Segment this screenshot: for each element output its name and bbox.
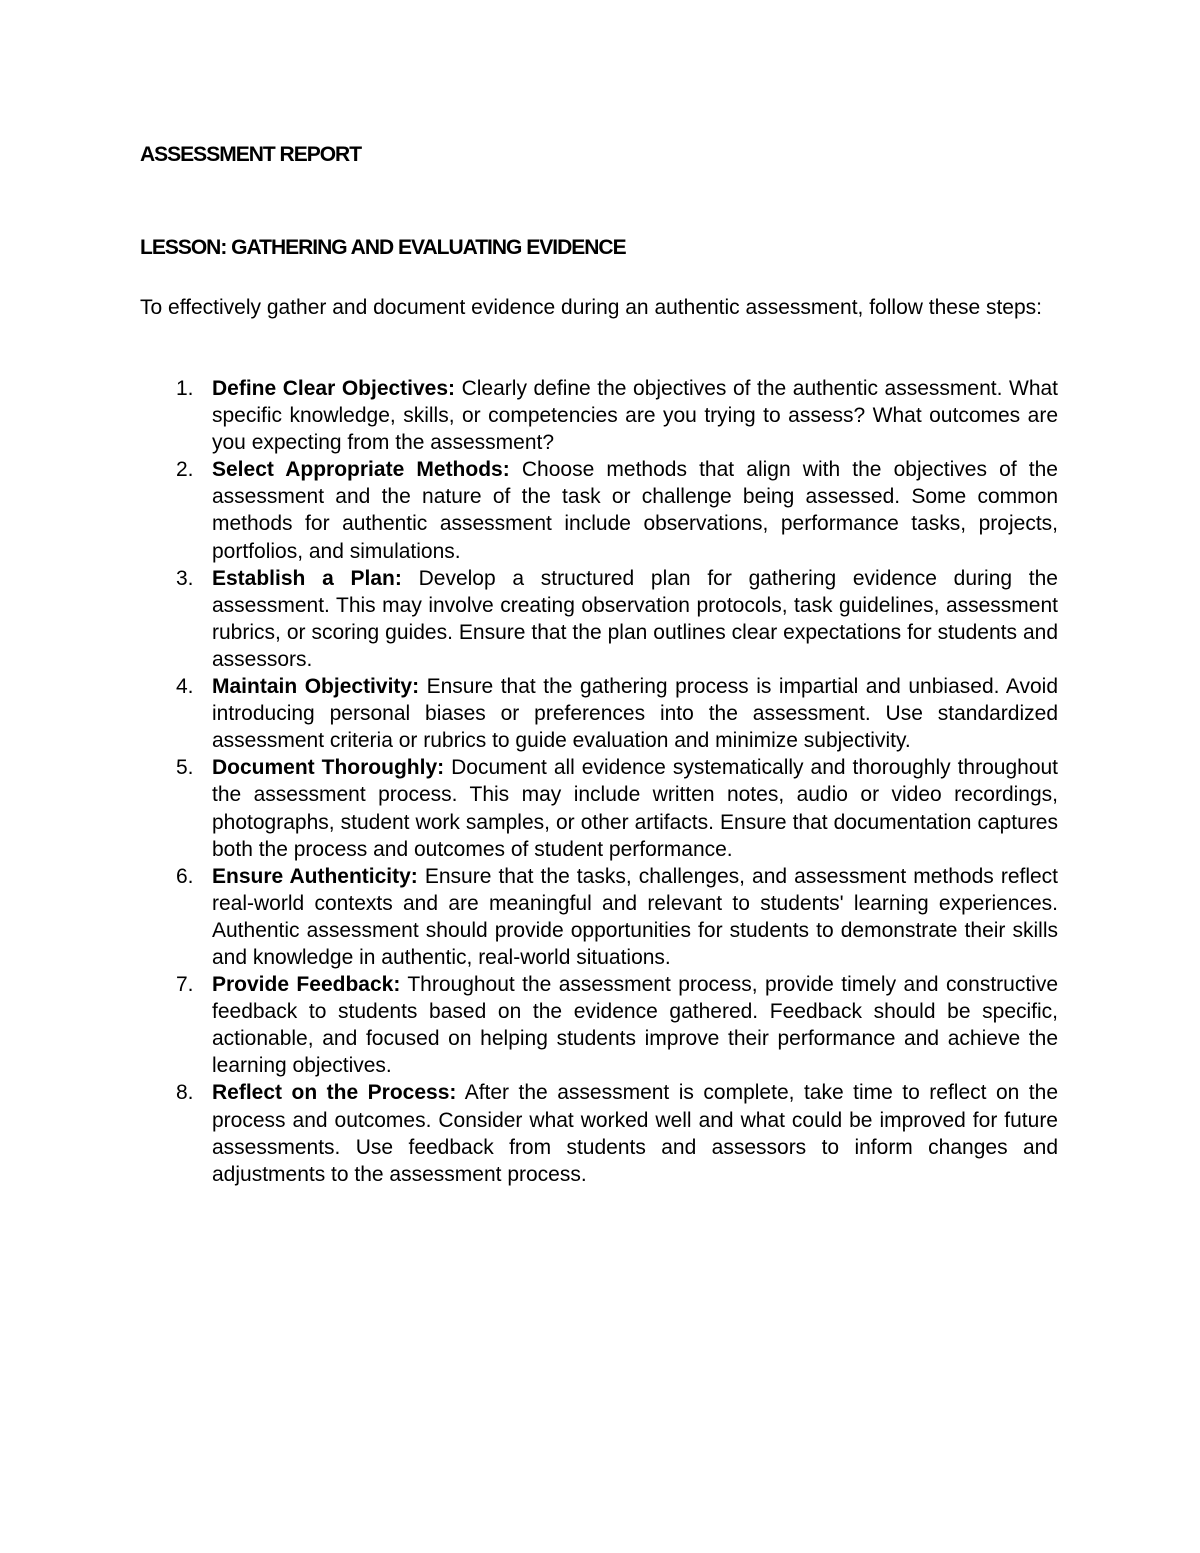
step-label: Define Clear Objectives: — [212, 377, 456, 400]
step-text: Choose methods that align with the objectives of the assessment and the nature of the task or challenge being assessed. Some common methods for authentic assessment include observations, performance tasks, projects, portfolios, and simulations. — [212, 458, 1058, 563]
step-body — [212, 456, 1058, 564]
step-number: 7. — [176, 973, 194, 997]
step-text: Ensure that the gathering process is impartial and unbiased. Avoid introducing personal biases or preferences into the assessment. Use standardized assessment criteria or rubrics to guide evaluation and minimize subjectivity. — [212, 675, 1058, 753]
step-item-3 — [140, 565, 1060, 673]
step-text: Develop a structured plan for gathering evidence during the assessment. This may involve creating observation protocols, task guidelines, assessment rubrics, or scoring guides. Ensure that the plan outlines clear expectations for students and assessors. — [212, 566, 1058, 671]
step-label: Establish a Plan: — [212, 566, 402, 590]
step-label: Document Thoroughly: — [212, 756, 445, 780]
step-item-6 — [140, 863, 1060, 971]
step-label: Provide Feedback: — [212, 973, 401, 997]
step-number: 4. — [176, 675, 194, 699]
lesson-heading: LESSON: GATHERING AND EVALUATING EVIDENCE — [140, 236, 626, 259]
step-body — [212, 863, 1058, 971]
step-body — [212, 1079, 1058, 1187]
step-label: Maintain Objectivity: — [212, 675, 420, 699]
step-number: 5. — [176, 756, 194, 780]
step-body — [212, 971, 1058, 1079]
step-text: Throughout the assessment process, provide timely and constructive feedback to students based on the evidence gathered. Feedback should be specific, actionable, and focused on helping students improve their performance and achieve the learning objectives. — [212, 973, 1058, 1078]
step-text: After the assessment is complete, take time to reflect on the process and outcomes. Consider what worked well and what could be improved for future assessments. Use feedback from students and assessors to inform changes and adjustments to the assessment process. — [212, 1081, 1059, 1186]
step-item-7 — [140, 971, 1060, 1079]
step-number: 2. — [176, 458, 194, 482]
step-label: Reflect on the Process: — [212, 1081, 457, 1105]
step-item-1 — [140, 375, 1060, 456]
step-item-8 — [140, 1079, 1060, 1187]
intro-paragraph: To effectively gather and document evidence during an authentic assessment, follow these steps: — [140, 296, 1042, 319]
step-number: 6. — [176, 864, 194, 888]
step-item-5 — [140, 754, 1060, 862]
step-item-2 — [140, 456, 1060, 564]
step-body — [212, 754, 1058, 862]
step-label: Ensure Authenticity: — [212, 864, 418, 888]
step-body — [212, 375, 1058, 456]
step-text: Clearly define the objectives of the authentic assessment. What specific knowledge, skills, or competencies are you trying to assess? What outcomes are you expecting from the assessment? — [212, 377, 1059, 455]
step-text: Document all evidence systematically and thoroughly throughout the assessment process. This may include written notes, audio or video recordings, photographs, student work samples, or other artifacts. Ensure that documentation captures both the process and outcomes of student performance. — [212, 756, 1059, 861]
step-item-4 — [140, 673, 1060, 754]
document-title: ASSESSMENT REPORT — [140, 143, 362, 166]
step-body — [212, 565, 1058, 673]
step-label: Select Appropriate Methods: — [212, 458, 510, 482]
steps-list — [140, 375, 1060, 1188]
step-number: 8. — [176, 1081, 194, 1105]
step-number: 3. — [176, 566, 194, 590]
step-body — [212, 673, 1058, 754]
step-text: Ensure that the tasks, challenges, and assessment methods reflect real-world contexts and are meaningful and relevant to students' learning experiences. Authentic assessment should provide opportunities for students to demonstrate their skills and knowledge in authentic, real-world situations. — [212, 864, 1059, 969]
step-number: 1. — [176, 377, 194, 400]
